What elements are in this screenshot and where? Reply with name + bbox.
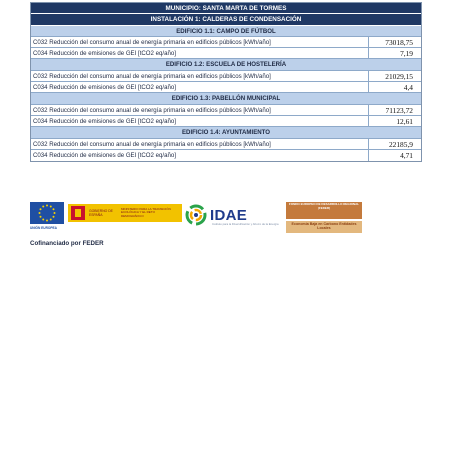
indicator-value: 12,61 — [368, 116, 421, 126]
indicator-label: C034 Reducción de emisiones de GEI [tCO2 eq/año] — [33, 50, 176, 58]
edificio-title: EDIFICIO 1.4: AYUNTAMIENTO — [181, 129, 271, 137]
edificio-header — [31, 93, 421, 104]
eu-stars-icon — [37, 203, 57, 223]
instalacion-header — [31, 14, 421, 25]
table-row — [31, 37, 421, 48]
indicator-value: 71123,72 — [368, 105, 421, 115]
idae-tagline: Instituto para la Diversificación y Ahorro de la Energía — [212, 222, 279, 226]
table-row — [31, 150, 421, 161]
indicator-value: 7,19 — [368, 48, 421, 58]
idae-mark-icon — [185, 204, 207, 226]
instalacion-title: INSTALACIÓN 1: CALDERAS DE CONDENSACIÓN — [150, 16, 302, 24]
edificio-title: EDIFICIO 1.3: PABELLÓN MUNICIPAL — [171, 95, 281, 103]
table-row — [31, 116, 421, 127]
coat-of-arms-icon — [71, 206, 85, 220]
eu-caption: UNIÓN EUROPEA — [30, 226, 57, 230]
eu-flag-logo — [30, 202, 64, 224]
indicator-value: 21029,15 — [368, 71, 421, 81]
gobierno-logo — [68, 204, 182, 222]
indicator-label: C032 Reducción del consumo anual de energía primaria en edificios públicos [kWh/año] — [33, 140, 271, 148]
feder-subtitle: Economía Baja en Carbono Entidades Locales — [286, 221, 362, 233]
indicator-label: C032 Reducción del consumo anual de energía primaria en edificios públicos [kWh/año] — [33, 38, 271, 46]
edificio-header — [31, 127, 421, 138]
indicator-value: 22185,9 — [368, 139, 421, 149]
indicator-label: C034 Reducción de emisiones de GEI [tCO2 eq/año] — [33, 117, 176, 125]
indicators-table — [30, 2, 422, 162]
indicator-value: 4,71 — [368, 150, 421, 161]
table-row — [31, 82, 421, 93]
indicator-label: C034 Reducción de emisiones de GEI [tCO2 eq/año] — [33, 84, 176, 92]
cofinanciado-text: Cofinanciado por FEDER — [30, 240, 104, 247]
indicator-label: C032 Reducción del consumo anual de energía primaria en edificios públicos [kWh/año] — [33, 106, 271, 114]
municipio-title: MUNICIPIO: SANTA MARTA DE TORMES — [165, 5, 287, 12]
funding-logos — [30, 202, 420, 232]
edificio-title: EDIFICIO 1.2: ESCUELA DE HOSTELERÍA — [165, 61, 287, 69]
idae-wordmark: IDAE — [210, 206, 248, 224]
ministerio-text: MINISTERIO PARA LA TRANSICIÓN ECOLÓGICA Y EL RETO DEMOGRÁFICO — [121, 206, 171, 218]
edificio-header — [31, 26, 421, 37]
feder-title: FONDO EUROPEO DE DESARROLLO REGIONAL (FEDER) — [286, 202, 362, 219]
gobierno-text: GOBIERNO DE ESPAÑA — [89, 209, 113, 217]
table-row — [31, 139, 421, 150]
table-row — [31, 48, 421, 59]
table-row — [31, 105, 421, 116]
edificio-title: EDIFICIO 1.1: CAMPO DE FÚTBOL — [176, 27, 276, 35]
indicator-label: C034 Reducción de emisiones de GEI [tCO2 eq/año] — [33, 151, 176, 159]
indicator-value: 4,4 — [368, 82, 421, 92]
idae-logo — [185, 202, 279, 228]
indicator-value: 73018,75 — [368, 37, 421, 47]
indicator-label: C032 Reducción del consumo anual de energía primaria en edificios públicos [kWh/año] — [33, 72, 271, 80]
feder-logo — [286, 202, 362, 240]
table-row — [31, 71, 421, 82]
municipio-header — [31, 3, 421, 14]
edificio-header — [31, 59, 421, 70]
